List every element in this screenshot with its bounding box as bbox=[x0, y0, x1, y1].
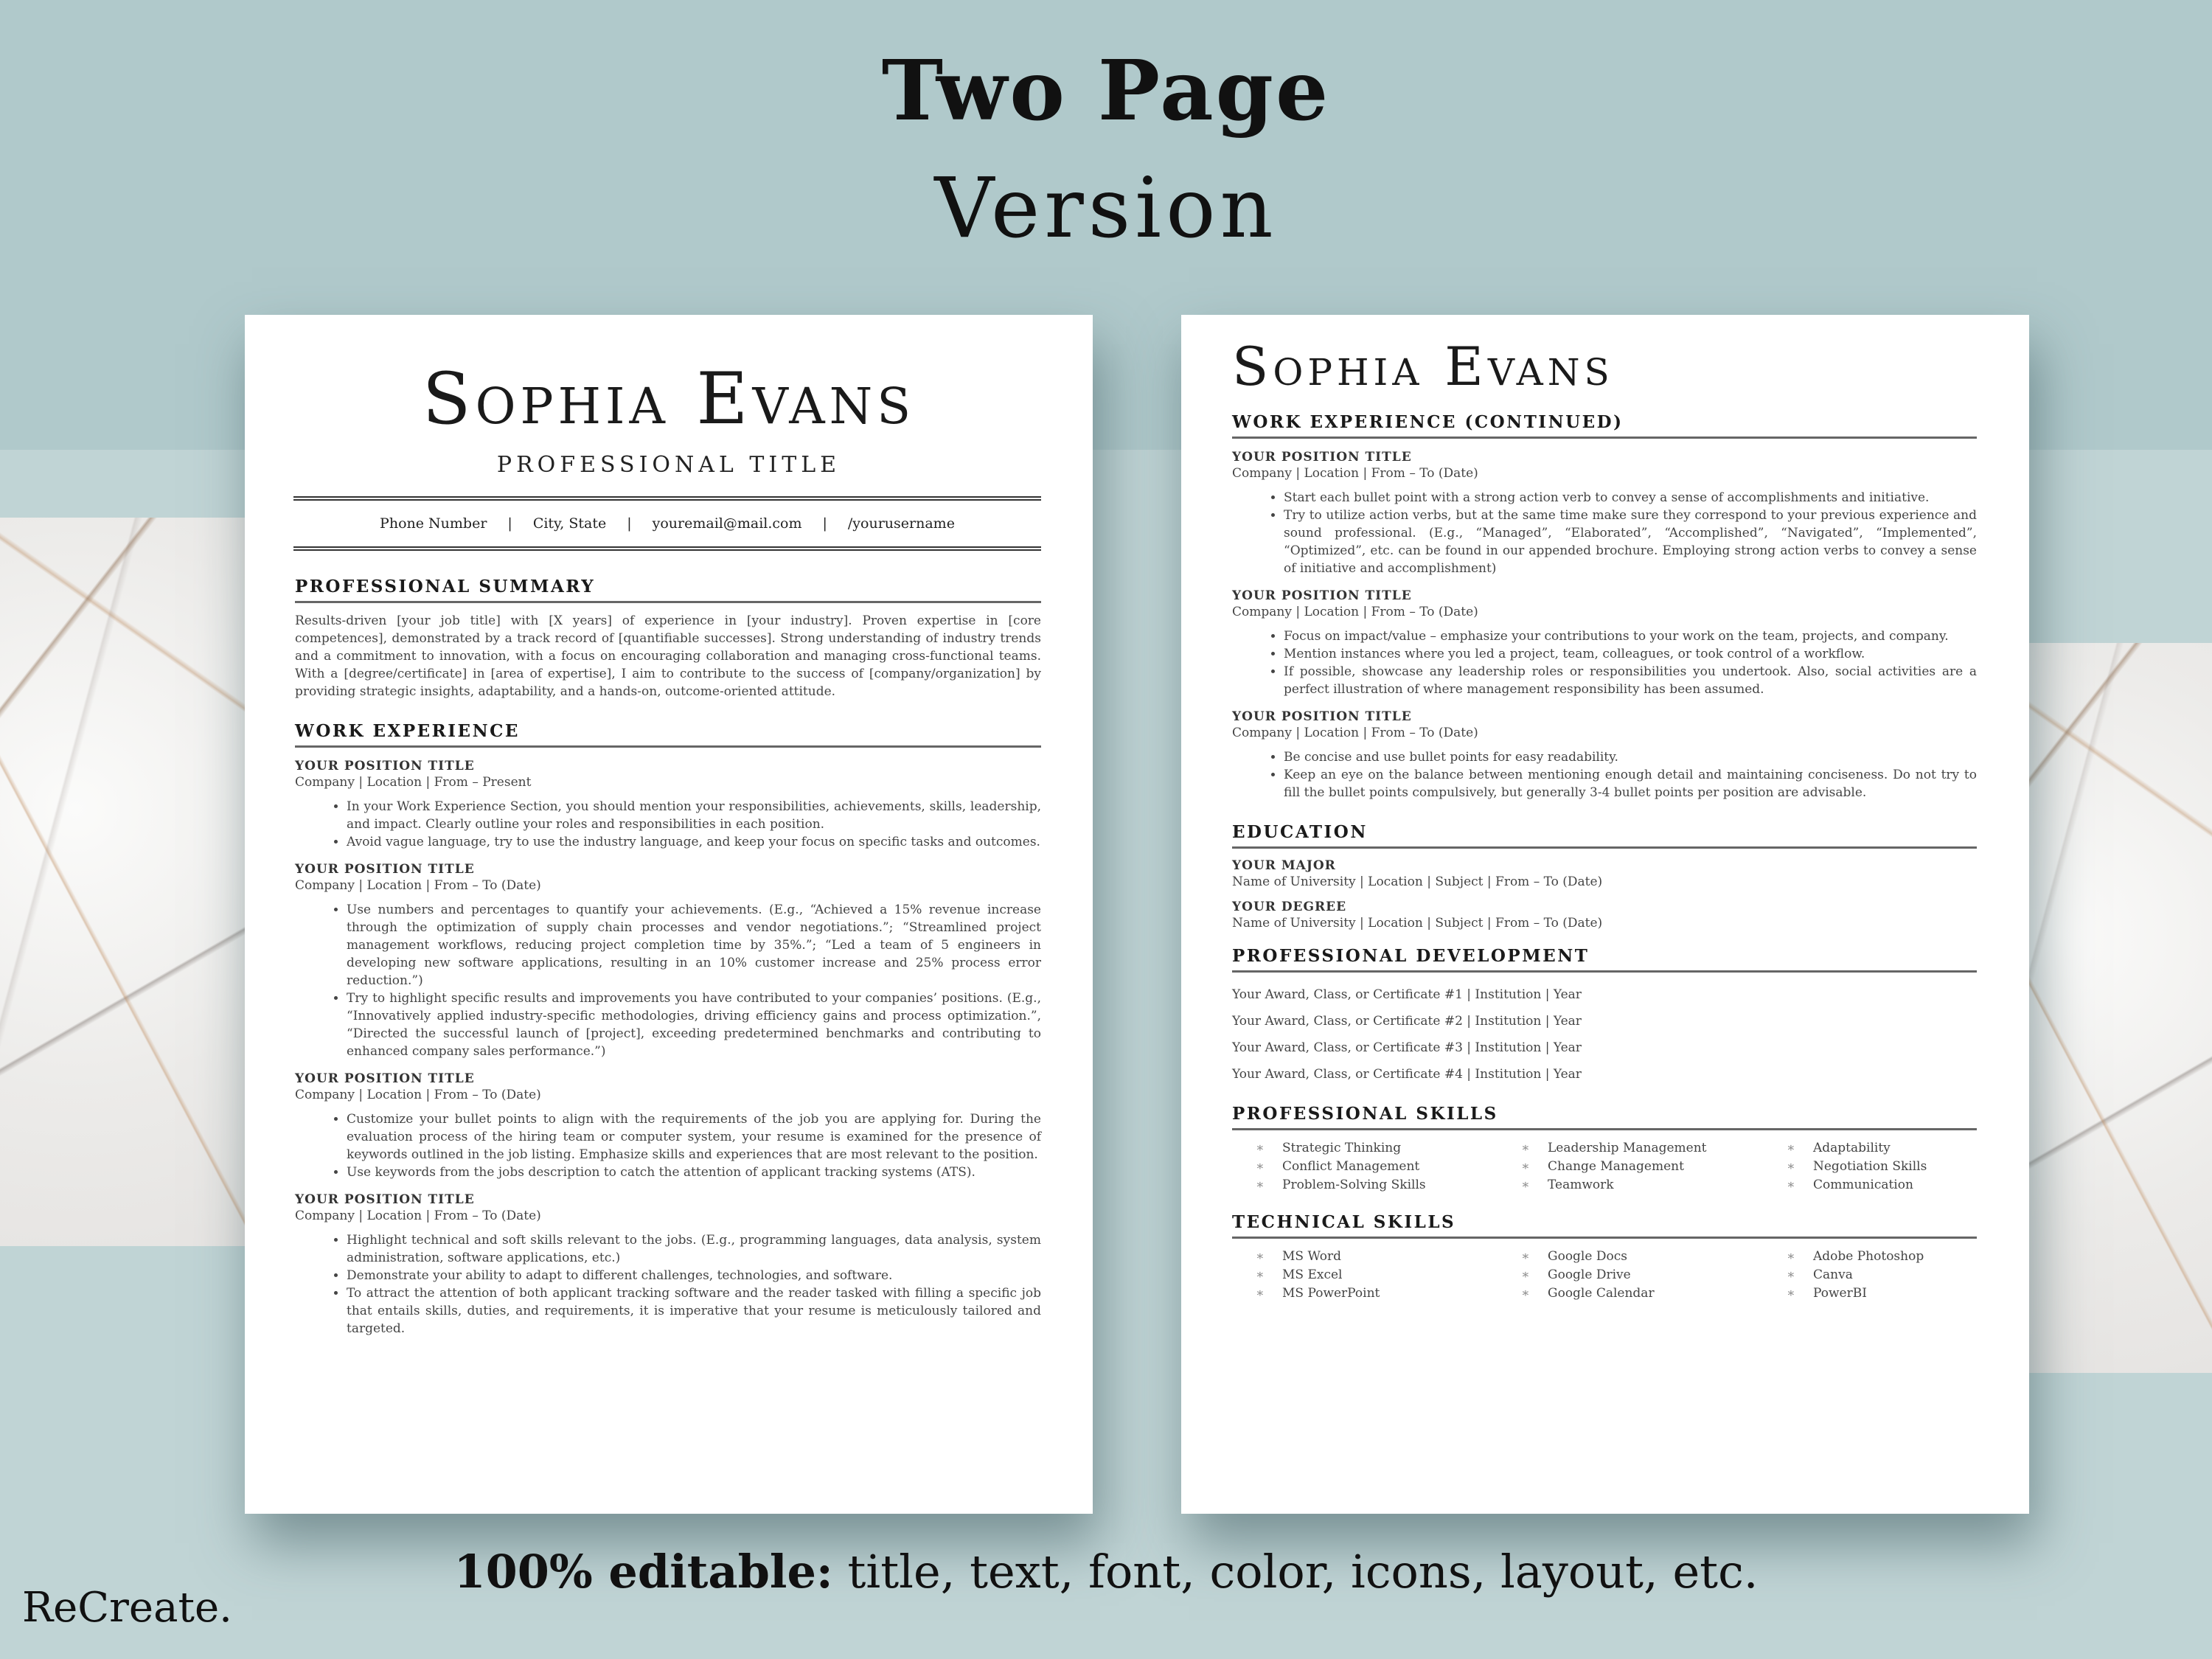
professional-title: PROFESSIONAL TITLE bbox=[496, 452, 841, 478]
job-meta: Company | Location | From – To (Date) bbox=[295, 1208, 541, 1223]
bullet-icon: ∗ bbox=[1256, 1178, 1265, 1192]
skill-item bbox=[1521, 1266, 1787, 1284]
bullet-icon: ∗ bbox=[1521, 1249, 1530, 1264]
skill-item bbox=[1256, 1266, 1521, 1284]
page-2-content bbox=[1232, 412, 1977, 1303]
skill-item bbox=[1787, 1248, 2000, 1266]
job-title: YOUR POSITION TITLE bbox=[295, 862, 475, 877]
skill-item bbox=[1521, 1139, 1787, 1158]
skill-label: Leadership Management bbox=[1548, 1141, 1707, 1155]
skill-label: MS PowerPoint bbox=[1282, 1286, 1380, 1301]
contact-bar bbox=[293, 496, 1041, 551]
technical-skills-grid bbox=[1232, 1248, 1977, 1303]
job-bullets bbox=[295, 798, 1041, 851]
professional-skills-grid bbox=[1232, 1139, 1977, 1194]
section-heading-professional-skills: PROFESSIONAL SKILLS bbox=[1232, 1104, 1977, 1130]
job-bullet: • Use numbers and percentages to quantify your achievements. (E.g., “Achieved a 15% revenue increase through the optimization of supply chain processes and vendor negotiations.”; “Streamlined project management workflows, reducing project completion time by 35%.”; “Led a team of 5 engineers in developing new software applications, resulting in an 10% customer increase and 25% process error reduction.”) bbox=[347, 901, 1041, 990]
bullet-icon: ∗ bbox=[1256, 1141, 1265, 1155]
bullet-icon: ∗ bbox=[1256, 1286, 1265, 1301]
bullet-icon: ∗ bbox=[1787, 1141, 1795, 1155]
bullet-icon: ∗ bbox=[1787, 1286, 1795, 1301]
skill-label: Conflict Management bbox=[1282, 1159, 1420, 1174]
headline-version: Version bbox=[934, 161, 1278, 257]
skill-item bbox=[1787, 1266, 2000, 1284]
skill-label: Adaptability bbox=[1813, 1141, 1891, 1155]
skill-label: Strategic Thinking bbox=[1282, 1141, 1402, 1155]
bullet-icon: ∗ bbox=[1787, 1249, 1795, 1264]
job-bullets bbox=[1232, 748, 1977, 801]
skill-label: Communication bbox=[1813, 1178, 1913, 1192]
experience-list bbox=[1232, 449, 1977, 801]
job-bullets bbox=[1232, 489, 1977, 577]
contact-separator: | bbox=[627, 515, 632, 532]
award-item: Your Award, Class, or Certificate #3 | Institution | Year bbox=[1232, 1040, 1582, 1055]
bullet-icon: ∗ bbox=[1521, 1159, 1530, 1174]
skill-label: MS Word bbox=[1282, 1249, 1342, 1264]
skill-item bbox=[1256, 1284, 1521, 1303]
education-list bbox=[1232, 858, 1977, 931]
experience-list bbox=[295, 758, 1041, 1338]
skill-label: Change Management bbox=[1548, 1159, 1684, 1174]
summary-text: Results-driven [your job title] with [X years] of experience in [your industry]. Proven expertise in [core competences], demonstrated by a track record of [quantifiable successes]. Strong understanding of industry trends and a commitment to innovation, with a focus on encouraging collaboration and managing cross-functional teams. With a [degree/certificate] in [area of expertise], I aim to contribute to the success of [company/organization] by providing strategic insights, adaptability, and a hands-on, outcome-oriented attitude. bbox=[295, 613, 1041, 699]
bullet-icon: ∗ bbox=[1256, 1249, 1265, 1264]
skill-label: Canva bbox=[1813, 1267, 1853, 1282]
section-heading-summary: PROFESSIONAL SUMMARY bbox=[295, 577, 1041, 603]
section-heading-experience-continued: WORK EXPERIENCE (CONTINUED) bbox=[1232, 412, 1977, 439]
resume-name: Sophia Evans bbox=[1232, 335, 1614, 397]
job-bullet: • Avoid vague language, try to use the industry language, and keep your focus on specific tasks and outcomes. bbox=[347, 833, 1041, 851]
job-meta: Company | Location | From – To (Date) bbox=[295, 878, 541, 893]
skill-item bbox=[1256, 1139, 1521, 1158]
job-bullet: • Keep an eye on the balance between mentioning enough detail and maintaining conciseness. Do not try to fill the bullet points compulsively, but generally 3-4 bullet points per position are advisable. bbox=[1284, 766, 1977, 801]
job-bullet: • Try to highlight specific results and improvements you have contributed to your companies’ positions. (E.g., “Innovatively applied industry-specific methodologies, driving efficiency gains and process optimization.”, “Directed the successful launch of [project], exceeding predetermined benchmarks and contributing to enhanced company sales performance.”) bbox=[347, 990, 1041, 1060]
bullet-icon: ∗ bbox=[1521, 1178, 1530, 1192]
job-bullet: • In your Work Experience Section, you should mention your responsibilities, achievements, skills, leadership, and impact. Clearly outline your roles and responsibilities in each position. bbox=[347, 798, 1041, 833]
award-item: Your Award, Class, or Certificate #2 | Institution | Year bbox=[1232, 1014, 1582, 1029]
contact-location: City, State bbox=[532, 515, 607, 532]
job-bullets bbox=[295, 1231, 1041, 1338]
skill-item bbox=[1787, 1139, 2000, 1158]
bullet-icon: ∗ bbox=[1787, 1159, 1795, 1174]
job-bullets bbox=[295, 1110, 1041, 1181]
job-meta: Company | Location | From – To (Date) bbox=[1232, 605, 1478, 619]
skill-label: Problem-Solving Skills bbox=[1282, 1178, 1426, 1192]
job-bullet: • Mention instances where you led a project, team, colleagues, or took control of a workflow. bbox=[1284, 645, 1977, 663]
education-major: YOUR DEGREE bbox=[1232, 900, 1347, 914]
section-heading-experience: WORK EXPERIENCE bbox=[295, 721, 1041, 748]
skill-item bbox=[1256, 1176, 1521, 1194]
job-bullet: • Customize your bullet points to align with the requirements of the job you are applying for. During the evaluation process of the hiring team or computer system, your resume is examined for the presence of keywords outlined in the job listing. Emphasize skills and experiences that are most relevant to the position. bbox=[347, 1110, 1041, 1164]
job-title: YOUR POSITION TITLE bbox=[295, 1071, 475, 1086]
resume-page-1 bbox=[245, 315, 1093, 1514]
skill-label: Google Drive bbox=[1548, 1267, 1631, 1282]
footer-tagline-rest: title, text, font, color, icons, layout, etc. bbox=[832, 1545, 1759, 1599]
job-bullet: • To attract the attention of both applicant tracking software and the reader tasked with filling a specific job that entails skills, duties, and requirements, it is imperative that your resume is meticulously tailored and targeted. bbox=[347, 1284, 1041, 1338]
education-detail: Name of University | Location | Subject | From – To (Date) bbox=[1232, 874, 1603, 889]
marble-panel-left bbox=[0, 518, 251, 1246]
skill-label: Teamwork bbox=[1548, 1178, 1614, 1192]
job-bullets bbox=[1232, 627, 1977, 698]
job-bullet: • Use keywords from the jobs description to catch the attention of applicant tracking systems (ATS). bbox=[347, 1164, 1041, 1181]
job-title: YOUR POSITION TITLE bbox=[295, 759, 475, 773]
skill-item bbox=[1521, 1158, 1787, 1176]
job-meta: Company | Location | From – To (Date) bbox=[1232, 466, 1478, 481]
job-meta: Company | Location | From – To (Date) bbox=[1232, 726, 1478, 740]
job-meta: Company | Location | From – To (Date) bbox=[295, 1088, 541, 1102]
award-item: Your Award, Class, or Certificate #4 | Institution | Year bbox=[1232, 1067, 1582, 1082]
footer-tagline bbox=[0, 1545, 2212, 1599]
job-title: YOUR POSITION TITLE bbox=[295, 1192, 475, 1207]
contact-separator: | bbox=[507, 515, 512, 532]
headline-two-page: Two Page bbox=[881, 43, 1331, 139]
resume-page-2 bbox=[1181, 315, 2029, 1514]
skill-item bbox=[1521, 1176, 1787, 1194]
contact-email: youremail@mail.com bbox=[652, 515, 802, 532]
education-major: YOUR MAJOR bbox=[1232, 858, 1336, 873]
job-bullet: • Highlight technical and soft skills relevant to the jobs. (E.g., programming languages, data analysis, system administration, software applications, etc.) bbox=[347, 1231, 1041, 1267]
page-1-content bbox=[295, 577, 1041, 1342]
job-title: YOUR POSITION TITLE bbox=[1232, 709, 1412, 724]
section-heading-technical-skills: TECHNICAL SKILLS bbox=[1232, 1212, 1977, 1239]
section-heading-development: PROFESSIONAL DEVELOPMENT bbox=[1232, 946, 1977, 973]
job-title: YOUR POSITION TITLE bbox=[1232, 450, 1412, 465]
job-bullet: • Focus on impact/value – emphasize your contributions to your work on the team, projects, and company. bbox=[1284, 627, 1977, 645]
skill-label: Google Docs bbox=[1548, 1249, 1627, 1264]
bullet-icon: ∗ bbox=[1256, 1159, 1265, 1174]
section-heading-education: EDUCATION bbox=[1232, 822, 1977, 849]
contact-separator: | bbox=[822, 515, 827, 532]
job-title: YOUR POSITION TITLE bbox=[1232, 588, 1412, 603]
contact-username: /yourusername bbox=[847, 515, 955, 532]
job-bullets bbox=[295, 901, 1041, 1060]
skill-item bbox=[1787, 1284, 2000, 1303]
bullet-icon: ∗ bbox=[1521, 1286, 1530, 1301]
job-bullet: • Demonstrate your ability to adapt to different challenges, technologies, and software. bbox=[347, 1267, 1041, 1284]
job-bullet: • Try to utilize action verbs, but at the same time make sure they correspond to your previous experience and sound professional. (E.g., “Managed”, “Elaborated”, “Accomplished”, “Navigated”, “Implemented”, “Optimized”, etc. can be found in our appended brochure. Employing strong action verbs to convey a sense of initiative and accomplishment) bbox=[1284, 507, 1977, 577]
bullet-icon: ∗ bbox=[1521, 1141, 1530, 1155]
bullet-icon: ∗ bbox=[1787, 1267, 1795, 1282]
education-detail: Name of University | Location | Subject | From – To (Date) bbox=[1232, 916, 1603, 931]
skill-label: MS Excel bbox=[1282, 1267, 1343, 1282]
bullet-icon: ∗ bbox=[1256, 1267, 1265, 1282]
brand-logo-text: ReCreate. bbox=[22, 1584, 232, 1632]
contact-phone: Phone Number bbox=[380, 515, 487, 532]
footer-tagline-bold: 100% editable: bbox=[453, 1545, 833, 1599]
awards-list bbox=[1232, 981, 1977, 1088]
skill-item bbox=[1256, 1158, 1521, 1176]
award-item: Your Award, Class, or Certificate #1 | Institution | Year bbox=[1232, 987, 1582, 1002]
job-bullet: • Start each bullet point with a strong action verb to convey a sense of accomplishments and initiative. bbox=[1284, 489, 1977, 507]
resume-name: Sophia Evans bbox=[422, 358, 916, 440]
skill-label: Google Calendar bbox=[1548, 1286, 1655, 1301]
bullet-icon: ∗ bbox=[1521, 1267, 1530, 1282]
skill-label: PowerBI bbox=[1813, 1286, 1867, 1301]
skill-item bbox=[1787, 1158, 2000, 1176]
skill-item bbox=[1787, 1176, 2000, 1194]
skill-item bbox=[1256, 1248, 1521, 1266]
skill-label: Negotiation Skills bbox=[1813, 1159, 1927, 1174]
skill-item bbox=[1521, 1248, 1787, 1266]
job-meta: Company | Location | From – Present bbox=[295, 775, 532, 790]
job-bullet: • If possible, showcase any leadership roles or responsibilities you undertook. Also, social activities are a perfect illustration of where management responsibility has been assumed. bbox=[1284, 663, 1977, 698]
bullet-icon: ∗ bbox=[1787, 1178, 1795, 1192]
job-bullet: • Be concise and use bullet points for easy readability. bbox=[1284, 748, 1977, 766]
skill-item bbox=[1521, 1284, 1787, 1303]
skill-label: Adobe Photoshop bbox=[1813, 1249, 1924, 1264]
